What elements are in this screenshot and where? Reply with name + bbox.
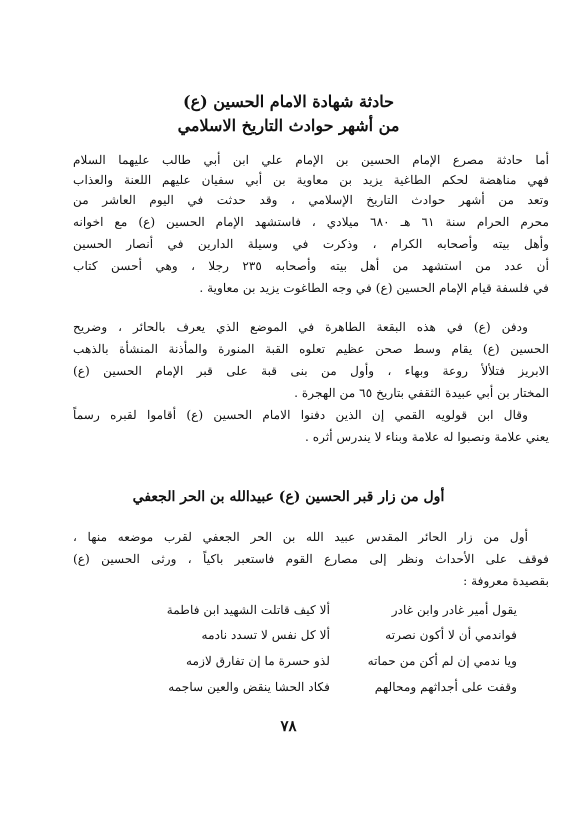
paragraph-line: محرم الحرام سنة ٦١ هـ ٦٨٠ ميلادي ، فاستشهد الإمام الحسين (ع) مع اخوانه xyxy=(73,215,549,229)
paragraph-line: فوقف على الأحداث ونظر إلى مصارع القوم فاستعبر باكياً ، ورثى الحسين (ع) xyxy=(73,552,549,566)
paragraph-line: يعني علامة ونصبوا له علامة وبناء لا يندرس أثره . xyxy=(305,430,549,444)
page-subtitle: من أشهر حوادث التاريخ الاسلامي xyxy=(177,116,400,135)
verse-second-half: فكاد الحشا ينقض والعين ساجمه xyxy=(168,680,330,694)
page-number: ٧٨ xyxy=(280,717,297,735)
paragraph-line: وأهل بيته وأصحابه الكرام ، وذكرت في وسيلة الدارين في أنصار الحسين xyxy=(73,237,549,251)
verse-first-half: وقفت على أجداثهم ومحالهم xyxy=(374,680,517,694)
paragraph-line: بقصيدة معروفة : xyxy=(463,574,549,588)
section-heading: أول من زار قبر الحسين (ع) عبيدالله بن الحر الجعفي xyxy=(132,489,445,505)
verse-second-half: ألا كل نفس لا تسدد نادمه xyxy=(201,628,330,642)
verse-second-half: ألا كيف قاتلت الشهيد ابن فاطمة xyxy=(166,603,330,617)
verse-first-half: ويا ندمي إن لم أكن من حماته xyxy=(367,654,517,668)
page-title: حادثة شهادة الامام الحسين (ع) xyxy=(183,92,394,111)
verse-second-half: لذو حسرة ما إن تفارق لازمه xyxy=(186,654,330,668)
paragraph-line: ودفن (ع) في هذه البقعة الطاهرة في الموضع الذي يعرف بالحائر ، وضريح xyxy=(73,320,528,334)
paragraph-line: فهي مناهضة لحكم الطاغية يزيد بن معاوية بن أبي سفيان عليهم اللعنة والعذاب xyxy=(73,173,549,187)
verse-first-half: يقول أمير غادر وابن غادر xyxy=(391,603,517,617)
paragraph-line: وتعد من أشهر حوادث التاريخ الإسلامي ، وقد حدثت في اليوم العاشر من xyxy=(73,193,549,207)
paragraph-line: الحسين (ع) يقام وسط صحن عظيم تعلوه القبة المنورة والمأذنة المنشأة بالذهب xyxy=(73,342,549,356)
paragraph-line: وقال ابن قولويه القمي إن الذين دفنوا الامام الحسين (ع) أقاموا لقبره رسماً xyxy=(73,408,528,422)
paragraph-line: في فلسفة قيام الإمام الحسين (ع) في وجه الطاغوت يزيد بن معاوية . xyxy=(199,281,549,295)
paragraph-line: أما حادثة مصرع الإمام الحسين بن الإمام علي ابن أبي طالب عليهما السلام xyxy=(73,153,549,167)
paragraph-line: المختار بن أبي عبيدة الثقفي بتاريخ ٦٥ من الهجرة . xyxy=(294,386,549,400)
verse-first-half: فواندمي أن لا أكون نصرته xyxy=(385,628,517,642)
paragraph-line: أن عدد من استشهد من أهل بيته وأصحابه ٢٣٥ رجلا ، وهي أحسن كتاب xyxy=(73,259,549,273)
paragraph-line: أول من زار الحائر المقدس عبيد الله بن الحر الجعفي لقرب موضعه منها ، xyxy=(73,530,528,544)
paragraph-line: الابريز فتلألأ روعة وبهاء ، وأول من بنى قبة على قبر الإمام الحسين (ع) xyxy=(73,364,549,378)
